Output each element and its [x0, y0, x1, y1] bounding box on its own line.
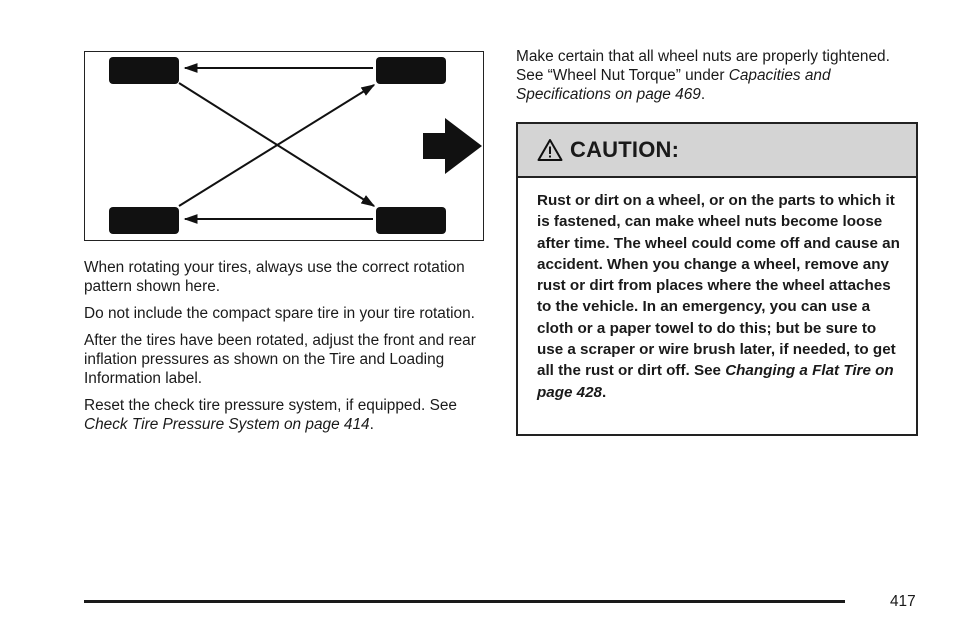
cross-reference-link[interactable]: Check Tire Pressure System on page 414 — [84, 416, 370, 433]
footer-rule — [84, 600, 845, 603]
caution-header — [518, 124, 916, 178]
paragraph-inflation-pressures: After the tires have been rotated, adjust the front and rear inflation pressures as shown on the Tire and Loading Information label. — [84, 332, 476, 387]
paragraph-wheel-nuts — [516, 47, 916, 104]
rotation-pattern-svg — [85, 52, 485, 242]
cross-reference-link[interactable]: Changing a Flat Tire on page 428 — [537, 362, 894, 401]
caution-body — [518, 178, 916, 403]
tire-icon — [109, 207, 179, 234]
warning-triangle-icon — [537, 138, 563, 162]
left-column — [84, 258, 484, 442]
intro-text: Make certain that all wheel nuts are properly tightened. See “Wheel Nut Torque” under — [516, 48, 890, 84]
direction-arrow-icon — [423, 118, 482, 174]
reset-end: . — [369, 416, 374, 433]
paragraph-rotation-pattern: When rotating your tires, always use the correct rotation pattern shown here. — [84, 259, 465, 295]
caution-text: Rust or dirt on a wheel, or on the parts to which it is fastened, can make wheel nuts become loose after time. The wheel could come off and cause an accident. When you change a wheel, remove any rust or dirt from places where the wheel attaches to the vehicle. In an emergency, you can use a cloth or a paper towel to do this; but be sure to use a scraper or wire brush later, if needed, to get all the rust or dirt off. See — [537, 192, 900, 380]
paragraph-reset-tpms — [84, 396, 484, 434]
right-column-intro — [516, 47, 916, 112]
tire-icon — [376, 57, 446, 84]
page-number: 417 — [890, 593, 916, 610]
cross-reference-link[interactable]: Capacities and Specifications on page 469 — [516, 67, 831, 103]
reset-text: Reset the check tire pressure system, if equipped. See — [84, 397, 457, 414]
tire-icon — [109, 57, 179, 84]
tire-icon — [376, 207, 446, 234]
caution-title: CAUTION: — [570, 137, 680, 162]
caution-end: . — [602, 383, 607, 401]
paragraph-compact-spare: Do not include the compact spare tire in your tire rotation. — [84, 305, 475, 322]
caution-box — [516, 122, 918, 436]
tire-rotation-diagram — [84, 51, 484, 241]
intro-end: . — [700, 86, 706, 103]
